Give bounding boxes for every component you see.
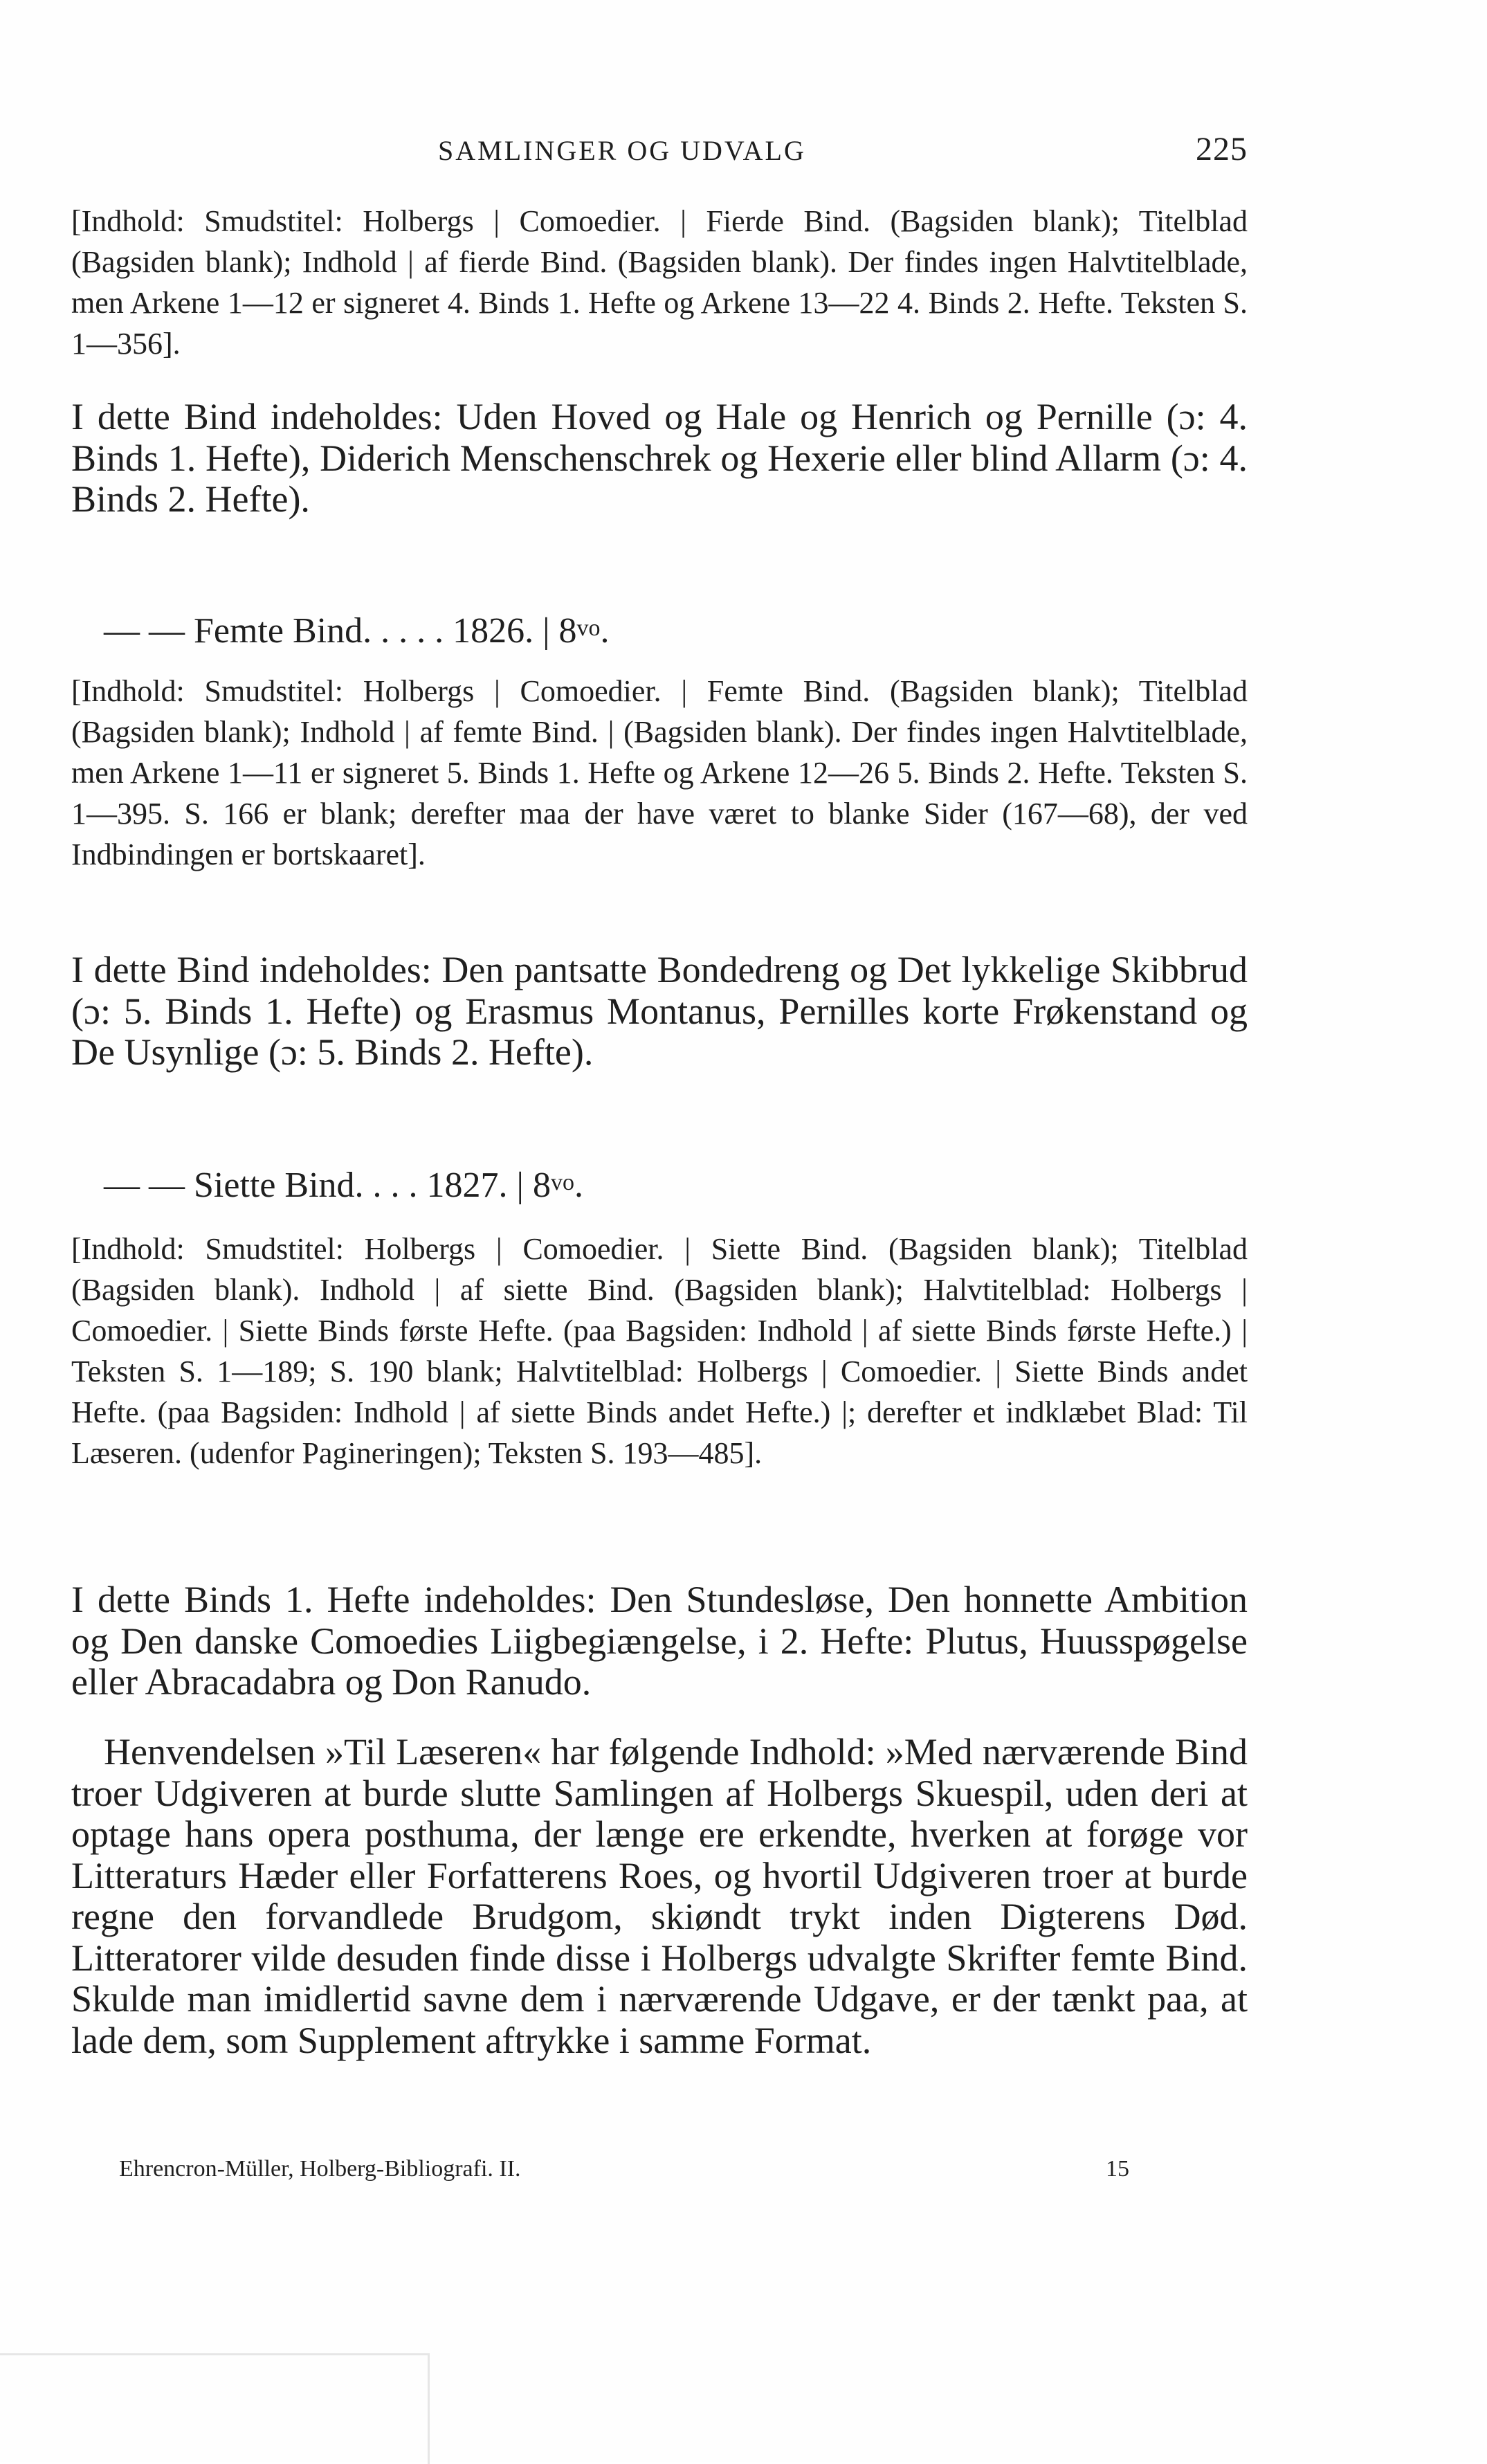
footer-author: Ehrencron-Müller, Holberg-Bibliografi. II.	[119, 2156, 521, 2182]
heading-vol5-end: .	[600, 611, 610, 651]
heading-vol5	[104, 610, 1280, 651]
running-title: SAMLINGER OG UDVALG	[438, 135, 806, 166]
footer-signature: 15	[1106, 2156, 1129, 2182]
contents-vol5: [Indhold: Smudstitel: Holbergs | Comoedier. | Femte Bind. (Bagsiden blank); Titelblad (Bagsiden blank); Indhold | af femte Bind. | (Bagsiden blank). Der findes ingen Halvtitelblade, men Arkene 1—11 er signeret 5. Binds 1. Hefte og Arkene 12—26 5. Binds 2. Hefte. Teksten S. 1—395. S. 166 er blank; derefter maa der have været to blanke Sider (167—68), der ved Indbindingen er bortskaaret].	[71, 674, 1248, 871]
body-vol4: I dette Bind indeholdes: Uden Hoved og Hale og Henrich og Pernille (ɔ: 4. Binds 1. Hefte), Diderich Menschenschrek og Hexerie eller blind Allarm (ɔ: 4. Binds 2. Hefte).	[71, 396, 1248, 520]
heading-vol5-text: — — Femte Bind. . . . . 1826. | 8	[104, 611, 577, 651]
heading-vol6-end: .	[574, 1166, 583, 1205]
body-vol6-address: Henvendelsen »Til Læseren« har følgende Indhold: »Med nærværende Bind troer Udgiveren at burde slutte Samlingen af Holbergs Skuespil, uden deri at optage hans opera posthuma, der længe ere erkendte, hverken at forøge vor Litteraturs Hæder eller Forfatterens Roes, og hvortil Udgiveren troer at burde regne den forvandlede Brudgom, skiøndt trykt inden Digterens Død. Litteratorer vilde desuden finde disse i Holbergs udvalgte Skrifter femte Bind. Skulde man imidlertid savne dem i nærværende Udgave, er der tænkt paa, at lade dem, som Supplement aftrykke i samme Format.	[71, 1731, 1248, 2061]
page-header	[71, 130, 1248, 179]
body-vol6: I dette Binds 1. Hefte indeholdes: Den Stundesløse, Den honnette Ambition og Den danske Comoedies Liigbegiængelse, i 2. Hefte: Plutus, Huusspøgelse eller Abracadabra og Don Ranudo.	[71, 1579, 1248, 1703]
heading-vol6-sup: vo	[550, 1170, 574, 1195]
heading-vol5-sup: vo	[576, 615, 601, 641]
contents-vol6: [Indhold: Smudstitel: Holbergs | Comoedier. | Siette Bind. (Bagsiden blank); Titelblad (Bagsiden blank). Indhold | af siette Bind. (Bagsiden blank); Halvtitelblad: Holbergs | Comoedier. | Siette Binds første Hefte. (paa Bagsiden: Indhold | af siette Binds første Hefte.) | Teksten S. 1—189; S. 190 blank; Halvtitelblad: Holbergs | Comoedier. | Siette Binds andet Hefte. (paa Bagsiden: Indhold | af siette Binds andet Hefte.) |; derefter et indklæbet Blad: Til Læseren. (udenfor Pagineringen); Teksten S. 193—485].	[71, 1232, 1248, 1470]
heading-vol6	[104, 1165, 1280, 1206]
page-footer	[119, 2156, 1129, 2182]
body-vol5: I dette Bind indeholdes: Den pantsatte Bondedreng og Det lykkelige Skibbrud (ɔ: 5. Binds 1. Hefte) og Erasmus Montanus, Pernilles korte Frøkenstand og De Usynlige (ɔ: 5. Binds 2. Hefte).	[71, 949, 1248, 1073]
contents-vol4: [Indhold: Smudstitel: Holbergs | Comoedier. | Fierde Bind. (Bagsiden blank); Titelblad (Bagsiden blank); Indhold | af fierde Bind. (Bagsiden blank). Der findes ingen Halvtitelblade, men Arkene 1—12 er signeret 4. Binds 1. Hefte og Arkene 13—22 4. Binds 2. Hefte. Teksten S. 1—356].	[71, 204, 1248, 361]
heading-vol6-text: — — Siette Bind. . . . 1827. | 8	[104, 1166, 551, 1205]
library-stamp-area	[0, 2353, 430, 2464]
page-number: 225	[1196, 131, 1248, 167]
